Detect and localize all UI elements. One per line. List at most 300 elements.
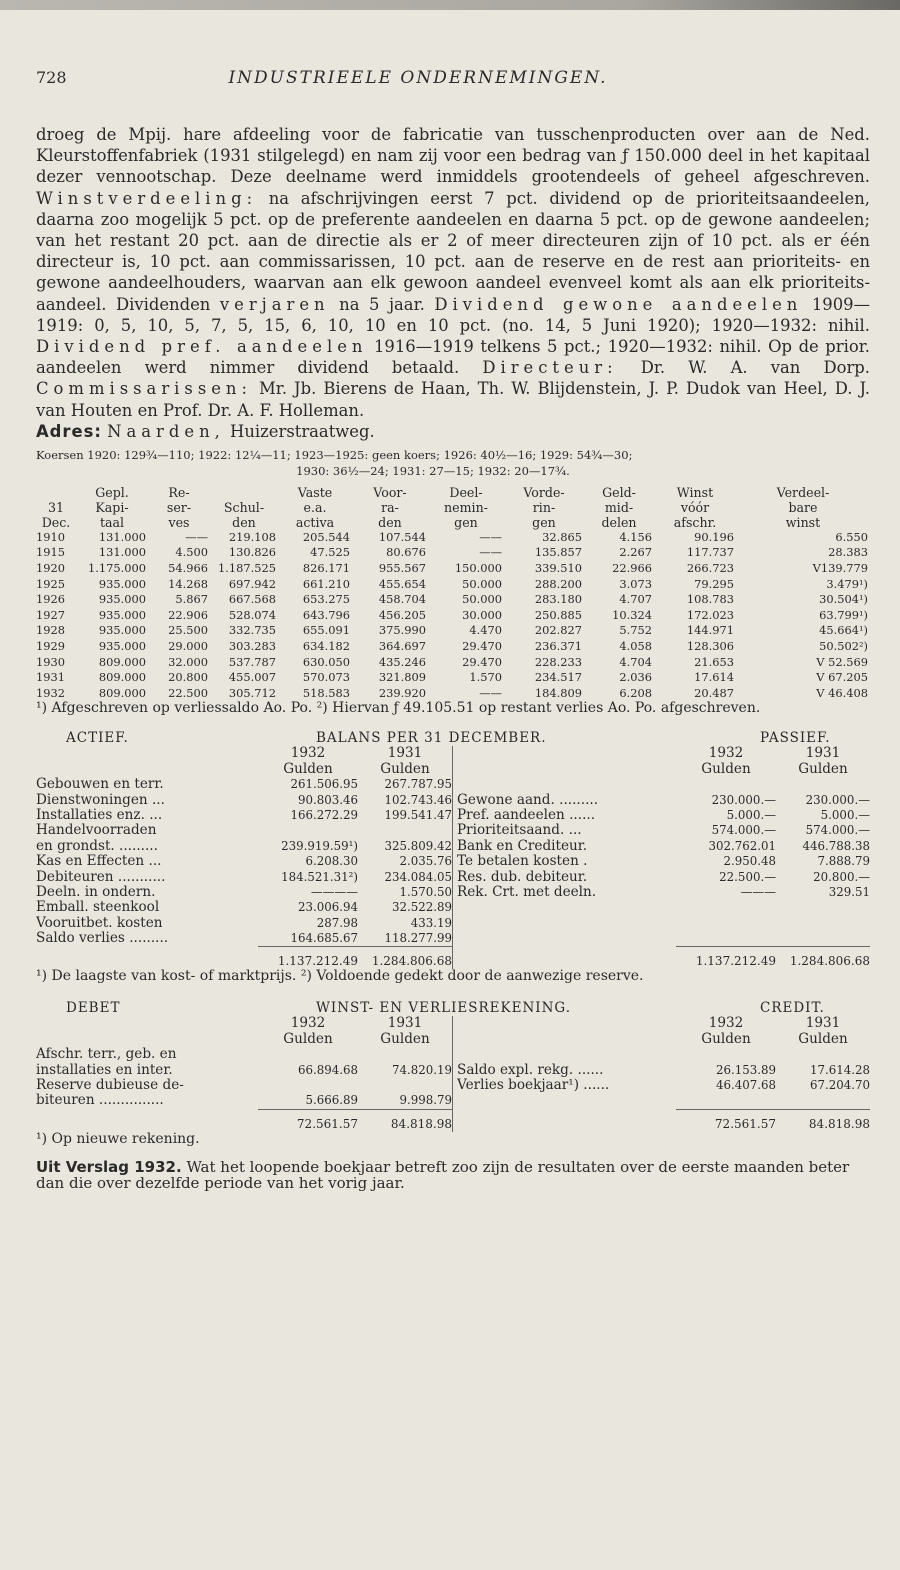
value-cell: 955.567 bbox=[378, 561, 426, 576]
value-cell: 202.827 bbox=[534, 623, 582, 638]
ledger-value: 574.000.— bbox=[805, 823, 870, 838]
ledger-value: 230.000.— bbox=[711, 792, 776, 807]
value-cell: 826.171 bbox=[302, 561, 350, 576]
column-header bbox=[148, 485, 210, 530]
ledger-value: 166.272.29 bbox=[290, 807, 358, 822]
ledger-value: 184.521.31²) bbox=[281, 869, 358, 884]
page bbox=[36, 68, 870, 1191]
pl-left-label: DEBET bbox=[66, 1000, 121, 1017]
column-header-line: Vorde- bbox=[523, 484, 565, 500]
balance-heading bbox=[36, 730, 870, 746]
ledger-value: 2.035.76 bbox=[399, 854, 452, 869]
column-header-line: taal bbox=[99, 514, 125, 530]
value-cell: 50.000 bbox=[462, 576, 502, 591]
table-row bbox=[36, 577, 870, 593]
column-header-line: Geld- bbox=[602, 484, 636, 500]
ledger-label: Kas en Effecten ... bbox=[36, 854, 162, 870]
ledger-row bbox=[36, 900, 452, 915]
ledger-row bbox=[36, 1047, 452, 1062]
unit-header: Gulden bbox=[798, 760, 848, 777]
table-row bbox=[36, 686, 870, 702]
year-cell: 1931 bbox=[36, 670, 65, 685]
balance-title: BALANS PER 31 DECEMBER. bbox=[316, 730, 547, 747]
address-place: Naarden, bbox=[107, 421, 225, 441]
value-cell: V139.779 bbox=[812, 561, 868, 576]
ledger-value: 287.98 bbox=[316, 915, 358, 930]
value-cell: —— bbox=[479, 685, 502, 700]
value-cell: 537.787 bbox=[228, 654, 276, 669]
value-cell: 283.180 bbox=[534, 592, 582, 607]
ledger-value: 22.500.— bbox=[719, 869, 776, 884]
spaced-heading: Commissarissen: bbox=[36, 379, 253, 399]
column-header-line: delen bbox=[601, 514, 637, 530]
ledger-value: 5.000.— bbox=[726, 807, 776, 822]
value-cell: 4.500 bbox=[175, 545, 208, 560]
column-header-line: nemin- bbox=[444, 499, 488, 515]
ledger-row bbox=[36, 839, 452, 854]
column-header-line: Re- bbox=[168, 484, 190, 500]
ledger-row bbox=[457, 839, 870, 854]
ledger-value bbox=[776, 777, 870, 792]
column-header bbox=[736, 485, 870, 530]
value-cell: 25.500 bbox=[168, 623, 208, 638]
pl-totals bbox=[36, 1109, 870, 1132]
value-cell: 809.000 bbox=[98, 685, 146, 700]
year-header: 1932 bbox=[708, 1015, 744, 1032]
body-text: na afschrijvingen eerst 7 pct. dividend op de prioriteitsaandeelen, daarna zoo mogelijk 5 pct. op de preferente aandeelen en daarna 5 pct. op de gewone aandeelen; van het restant 20 pct. aan de directie als er 2 of meer directeuren zijn of 10 pct. als er één directeur is, 10 pct. aan commissarissen, 10 pct. aan de reserve en de rest aan prioriteits- en gewone aandeelhouders, waarvan aan elk gewoon aandeel evenveel komt als aan elk prioriteits-aandeel. Dividenden bbox=[36, 188, 870, 314]
value-cell: 250.885 bbox=[534, 607, 582, 622]
table-row bbox=[36, 639, 870, 655]
ledger-value: ———— bbox=[310, 884, 358, 899]
ledger-value: 239.919.59¹) bbox=[281, 838, 358, 853]
column-header-line: e.a. bbox=[303, 499, 327, 515]
total-1932: 72.561.57 bbox=[714, 1116, 776, 1131]
value-cell: 4.704 bbox=[619, 654, 652, 669]
value-cell: 22.966 bbox=[612, 561, 652, 576]
ledger-value bbox=[676, 777, 776, 792]
body-text: Dr. W. A. van Dorp. bbox=[617, 358, 871, 378]
year-header: 1932 bbox=[708, 745, 744, 762]
ledger-value: 1.570.50 bbox=[399, 884, 452, 899]
column-header bbox=[584, 485, 654, 530]
year-header: 1931 bbox=[387, 1015, 423, 1032]
value-cell: 332.735 bbox=[228, 623, 276, 638]
value-cell: 634.182 bbox=[302, 639, 350, 653]
unit-header: Gulden bbox=[798, 1030, 848, 1047]
value-cell: 697.942 bbox=[228, 576, 276, 591]
report-label: Uit Verslag 1932. bbox=[36, 1157, 182, 1176]
ledger-value bbox=[258, 823, 358, 838]
total-1931: 84.818.98 bbox=[808, 1116, 870, 1131]
value-cell: 150.000 bbox=[454, 561, 502, 576]
value-cell: 234.517 bbox=[534, 670, 582, 685]
ledger-label: en grondst. ......... bbox=[36, 838, 158, 854]
pl-title: WINST- EN VERLIESREKENING. bbox=[316, 1000, 572, 1017]
ledger-value bbox=[358, 1047, 452, 1062]
column-header-line: ser- bbox=[166, 499, 192, 515]
ledger-row bbox=[457, 823, 870, 838]
total-1932: 72.561.57 bbox=[296, 1116, 358, 1131]
ledger-row bbox=[457, 885, 870, 900]
value-cell: 6.208 bbox=[619, 685, 652, 700]
ledger-value: 67.204.70 bbox=[809, 1078, 870, 1093]
value-cell: 2.036 bbox=[619, 670, 652, 685]
value-cell: 305.712 bbox=[228, 685, 276, 700]
value-cell: 22.906 bbox=[168, 607, 208, 622]
year-cell: 1930 bbox=[36, 654, 65, 669]
spaced-heading: Winstverdeeling: bbox=[36, 188, 258, 208]
ledger-value: 90.803.46 bbox=[297, 792, 358, 807]
table-row bbox=[36, 670, 870, 686]
body-text: 1916—1919 telkens 5 pct.; 1920—1932: nihil. Op de prior. aandeelen werd nimmer dividend betaald. bbox=[36, 337, 870, 378]
value-cell: 935.000 bbox=[98, 592, 146, 607]
ledger-row bbox=[36, 931, 452, 946]
ledger-label: Handelvoorraden bbox=[36, 823, 157, 839]
body-text: droeg de Mpij. hare afdeeling voor de fabricatie van tusschenproducten over aan de Ned. Kleurstoffenfabriek (1931 stilgelegd) en nam zij voor een bedrag van ƒ 150.000 deel in het kapitaal dezer vennootschap. Deze deelname werd inmiddels grootendeels of geheel afgeschreven. bbox=[36, 125, 870, 187]
ledger-row bbox=[36, 1063, 452, 1078]
address-line bbox=[36, 421, 870, 443]
year-cell: 1927 bbox=[36, 607, 65, 622]
value-cell: 90.196 bbox=[694, 529, 734, 544]
value-cell: 455.007 bbox=[228, 670, 276, 685]
share-prices bbox=[36, 447, 870, 479]
value-cell: 128.306 bbox=[686, 639, 734, 653]
column-header-line: winst bbox=[785, 514, 821, 530]
value-cell: 108.783 bbox=[686, 592, 734, 607]
table-row bbox=[36, 623, 870, 639]
ledger-value bbox=[776, 1047, 870, 1062]
year-cell: 1915 bbox=[36, 545, 65, 560]
body-text: na 5 jaar. bbox=[329, 294, 435, 314]
column-header-line: mid- bbox=[604, 499, 634, 515]
column-header-line: Gepl. bbox=[95, 484, 129, 500]
ledger-label: installaties en inter. bbox=[36, 1062, 173, 1078]
year-cell: 1932 bbox=[36, 685, 65, 700]
column-header-line: gen bbox=[454, 514, 478, 530]
value-cell: 935.000 bbox=[98, 576, 146, 591]
ledger-value: 32.522.89 bbox=[391, 900, 452, 915]
value-cell: V 67.205 bbox=[816, 670, 868, 685]
ledger-label: Prioriteitsaand. ... bbox=[457, 823, 582, 839]
total-1931: 1.284.806.68 bbox=[789, 954, 870, 969]
column-header-line: Dec. bbox=[41, 514, 71, 530]
ledger-value bbox=[258, 1078, 358, 1093]
value-cell: —— bbox=[479, 529, 502, 544]
year-cell: 1910 bbox=[36, 529, 65, 544]
ledger-label: Dienstwoningen ... bbox=[36, 792, 165, 808]
ledger-value: 102.743.46 bbox=[384, 792, 452, 807]
ledger-label: biteuren ............... bbox=[36, 1093, 164, 1109]
value-cell: 239.920 bbox=[378, 685, 426, 700]
column-header-line: den bbox=[378, 514, 402, 530]
value-cell: 184.809 bbox=[534, 685, 582, 700]
page-header bbox=[36, 68, 870, 98]
pl-right-label: CREDIT. bbox=[760, 1000, 825, 1017]
table-row bbox=[36, 561, 870, 577]
value-cell: 47.525 bbox=[310, 545, 350, 560]
value-cell: 653.275 bbox=[302, 592, 350, 607]
table-row bbox=[36, 530, 870, 546]
value-cell: 667.568 bbox=[228, 592, 276, 607]
column-header-line: Voor- bbox=[373, 484, 407, 500]
ledger-value: 5.000.— bbox=[820, 807, 870, 822]
value-cell: 20.487 bbox=[694, 685, 734, 700]
value-cell: V 52.569 bbox=[816, 654, 868, 669]
value-cell: 30.504¹) bbox=[819, 592, 868, 607]
pl-footnote: ¹) Op nieuwe rekening. bbox=[36, 1130, 200, 1147]
value-cell: —— bbox=[479, 545, 502, 560]
column-header-line: Verdeel- bbox=[776, 484, 830, 500]
year-header: 1931 bbox=[805, 1015, 841, 1032]
ledger-value: ——— bbox=[740, 884, 776, 899]
ledger-row bbox=[36, 854, 452, 869]
total-1932: 1.137.212.49 bbox=[277, 954, 358, 969]
value-cell: 144.971 bbox=[686, 623, 734, 638]
column-header bbox=[210, 485, 278, 530]
balance-totals bbox=[36, 946, 870, 969]
ledger-row bbox=[457, 1063, 870, 1078]
ledger-value: 234.084.05 bbox=[384, 869, 452, 884]
value-cell: 528.074 bbox=[228, 607, 276, 622]
value-cell: 303.283 bbox=[228, 639, 276, 653]
ledger-value: 46.407.68 bbox=[715, 1078, 776, 1093]
value-cell: 28.383 bbox=[828, 545, 868, 560]
table-row bbox=[36, 592, 870, 608]
ledger-value: 2.950.48 bbox=[723, 854, 776, 869]
ledger-row bbox=[36, 823, 452, 838]
ledger-value: 433.19 bbox=[410, 915, 452, 930]
ledger-value: 267.787.95 bbox=[384, 777, 452, 792]
value-cell: 236.371 bbox=[534, 639, 582, 653]
value-cell: 655.091 bbox=[302, 623, 350, 638]
value-cell: 935.000 bbox=[98, 639, 146, 653]
share-prices-line: 1930: 36½—24; 1931: 27—15; 1932: 20—17¾. bbox=[296, 463, 570, 478]
page-number: 728 bbox=[36, 68, 67, 87]
ledger-label: Rek. Crt. met deeln. bbox=[457, 884, 597, 900]
value-cell: 455.654 bbox=[378, 576, 426, 591]
column-header-line: activa bbox=[295, 514, 335, 530]
value-cell: 6.550 bbox=[835, 529, 868, 544]
spaced-heading: Dividend gewone aandeelen bbox=[434, 294, 803, 314]
ledger-label: Gewone aand. ......... bbox=[457, 792, 599, 808]
value-cell: 205.544 bbox=[302, 529, 350, 544]
ledger-row bbox=[36, 1093, 452, 1108]
value-cell: 4.058 bbox=[619, 639, 652, 653]
value-cell: 219.108 bbox=[228, 529, 276, 544]
pl-heading bbox=[36, 1000, 870, 1016]
value-cell: 32.000 bbox=[168, 654, 208, 669]
value-cell: V 46.408 bbox=[816, 685, 868, 700]
column-header-line: den bbox=[232, 514, 256, 530]
ledger-value: 6.208.30 bbox=[305, 854, 358, 869]
spaced-heading: Dividend pref. aandeelen bbox=[36, 337, 368, 357]
assets-column bbox=[36, 746, 453, 946]
credit-column bbox=[453, 1016, 870, 1108]
results-table bbox=[36, 485, 870, 702]
year-header: 1932 bbox=[290, 745, 326, 762]
ledger-row bbox=[457, 854, 870, 869]
ledger-label: Afschr. terr., geb. en bbox=[36, 1047, 177, 1063]
total-1931: 1.284.806.68 bbox=[371, 954, 452, 969]
value-cell: 17.614 bbox=[694, 670, 734, 685]
column-header-line: Deel- bbox=[449, 484, 483, 500]
table-row bbox=[36, 655, 870, 671]
value-cell: 80.676 bbox=[386, 545, 426, 560]
unit-header: Gulden bbox=[283, 1030, 333, 1047]
year-cell: 1928 bbox=[36, 623, 65, 638]
ledger-label bbox=[457, 1047, 676, 1062]
column-header-line: gen bbox=[532, 514, 556, 530]
value-cell: —— bbox=[185, 529, 208, 544]
value-cell: 5.752 bbox=[619, 623, 652, 638]
body-paragraph bbox=[36, 124, 870, 421]
ledger-value: 66.894.68 bbox=[297, 1062, 358, 1077]
value-cell: 45.664¹) bbox=[819, 623, 868, 638]
column-header-line: bare bbox=[788, 499, 818, 515]
ledger-row bbox=[457, 793, 870, 808]
ledger-label: Saldo verlies ......... bbox=[36, 931, 169, 947]
ledger-label: Reserve dubieuse de- bbox=[36, 1078, 184, 1094]
balance-right-label: PASSIEF. bbox=[760, 730, 831, 747]
unit-header: Gulden bbox=[701, 1030, 751, 1047]
running-head: INDUSTRIEELE ONDERNEMINGEN. bbox=[228, 68, 608, 88]
ledger-row bbox=[457, 1078, 870, 1093]
ledger-row bbox=[36, 885, 452, 900]
value-cell: 5.867 bbox=[175, 592, 208, 607]
value-cell: 54.966 bbox=[168, 561, 208, 576]
column-header bbox=[36, 485, 76, 530]
value-cell: 321.809 bbox=[378, 670, 426, 685]
report-excerpt bbox=[36, 1159, 870, 1191]
year-cell: 1926 bbox=[36, 592, 65, 607]
value-cell: 29.000 bbox=[168, 639, 208, 653]
column-header bbox=[428, 485, 504, 530]
value-cell: 131.000 bbox=[98, 529, 146, 544]
column-header-line: Kapi- bbox=[95, 499, 129, 515]
column-header bbox=[278, 485, 352, 530]
ledger-value: 118.277.99 bbox=[384, 931, 452, 946]
column-header-line: ves bbox=[168, 514, 190, 530]
value-cell: 935.000 bbox=[98, 623, 146, 638]
report-text: Wat het loopende boekjaar betreft zoo zijn de resultaten over de eerste maanden beter dan die over dezelfde periode van het vorig jaar. bbox=[36, 1157, 850, 1192]
value-cell: 22.500 bbox=[168, 685, 208, 700]
year-cell: 1929 bbox=[36, 639, 65, 653]
value-cell: 117.737 bbox=[686, 545, 734, 560]
balance-footnote: ¹) De laagste van kost- of marktprijs. ²) Voldoende gedekt door de aanwezige reserve. bbox=[36, 968, 644, 985]
ledger-label: Verlies boekjaar¹) ...... bbox=[457, 1078, 610, 1094]
value-cell: 14.268 bbox=[168, 576, 208, 591]
column-header-line: afschr. bbox=[673, 514, 717, 530]
ledger-row bbox=[36, 916, 452, 931]
debit-column bbox=[36, 1016, 453, 1108]
ledger-label: Installaties enz. ... bbox=[36, 807, 163, 823]
value-cell: 661.210 bbox=[302, 576, 350, 591]
ledger-label bbox=[457, 777, 676, 792]
value-cell: 32.865 bbox=[542, 529, 582, 544]
ledger-value: 26.153.89 bbox=[715, 1062, 776, 1077]
ledger-row bbox=[36, 1078, 452, 1093]
ledger-label: Debiteuren ........... bbox=[36, 869, 166, 885]
unit-header: Gulden bbox=[701, 760, 751, 777]
balance-left-label: ACTIEF. bbox=[66, 730, 129, 747]
column-header-line: Winst bbox=[676, 484, 714, 500]
ledger-row bbox=[457, 870, 870, 885]
spaced-heading: verjaren bbox=[219, 294, 330, 314]
ledger-label: Deeln. in ondern. bbox=[36, 884, 156, 900]
value-cell: 375.990 bbox=[378, 623, 426, 638]
column-header-line: vóór bbox=[680, 499, 710, 515]
value-cell: 364.697 bbox=[378, 639, 426, 653]
value-cell: 4.470 bbox=[469, 623, 502, 638]
ledger-value bbox=[258, 1047, 358, 1062]
ledger-row bbox=[36, 870, 452, 885]
year-header: 1931 bbox=[805, 745, 841, 762]
value-cell: 30.000 bbox=[462, 607, 502, 622]
value-cell: 172.023 bbox=[686, 607, 734, 622]
year-header: 1931 bbox=[387, 745, 423, 762]
value-cell: 21.653 bbox=[694, 654, 734, 669]
value-cell: 29.470 bbox=[462, 654, 502, 669]
value-cell: 228.233 bbox=[534, 654, 582, 669]
value-cell: 809.000 bbox=[98, 654, 146, 669]
ledger-row bbox=[457, 808, 870, 823]
ledger-value: 164.685.67 bbox=[290, 931, 358, 946]
ledger-row bbox=[457, 1047, 870, 1062]
unit-header: Gulden bbox=[283, 760, 333, 777]
total-1932: 1.137.212.49 bbox=[695, 954, 776, 969]
unit-header: Gulden bbox=[380, 1030, 430, 1047]
pl-account bbox=[36, 1016, 870, 1108]
ledger-value bbox=[358, 823, 452, 838]
ledger-label: Saldo expl. rekg. ...... bbox=[457, 1062, 604, 1078]
ledger-label: Bank en Crediteur. bbox=[457, 838, 588, 854]
table-row bbox=[36, 545, 870, 561]
ledger-value: 17.614.28 bbox=[809, 1062, 870, 1077]
column-header bbox=[654, 485, 736, 530]
liabilities-column bbox=[453, 746, 870, 946]
balance-sheet bbox=[36, 746, 870, 946]
ledger-label: Te betalen kosten . bbox=[457, 854, 588, 870]
value-cell: 3.073 bbox=[619, 576, 652, 591]
value-cell: 10.324 bbox=[612, 607, 652, 622]
value-cell: 4.156 bbox=[619, 529, 652, 544]
value-cell: 2.267 bbox=[619, 545, 652, 560]
column-header-line: Vaste bbox=[297, 484, 333, 500]
ledger-row bbox=[36, 808, 452, 823]
ledger-value: 574.000.— bbox=[711, 823, 776, 838]
value-cell: 630.050 bbox=[302, 654, 350, 669]
value-cell: 1.187.525 bbox=[218, 561, 276, 576]
ledger-value bbox=[676, 1047, 776, 1062]
ledger-value: 446.788.38 bbox=[802, 838, 870, 853]
ledger-value: 5.666.89 bbox=[305, 1093, 358, 1108]
value-cell: 50.000 bbox=[462, 592, 502, 607]
column-header bbox=[352, 485, 428, 530]
year-cell: 1920 bbox=[36, 561, 65, 576]
value-cell: 339.510 bbox=[534, 561, 582, 576]
value-cell: 809.000 bbox=[98, 670, 146, 685]
value-cell: 518.583 bbox=[302, 685, 350, 700]
value-cell: 1.175.000 bbox=[88, 561, 146, 576]
scan-edge bbox=[0, 0, 900, 10]
value-cell: 288.200 bbox=[534, 576, 582, 591]
value-cell: 107.544 bbox=[378, 529, 426, 544]
value-cell: 63.799¹) bbox=[819, 607, 868, 622]
ledger-label: Pref. aandeelen ...... bbox=[457, 807, 596, 823]
column-header-line: ra- bbox=[381, 499, 399, 515]
column-header bbox=[504, 485, 584, 530]
ledger-row bbox=[457, 777, 870, 792]
